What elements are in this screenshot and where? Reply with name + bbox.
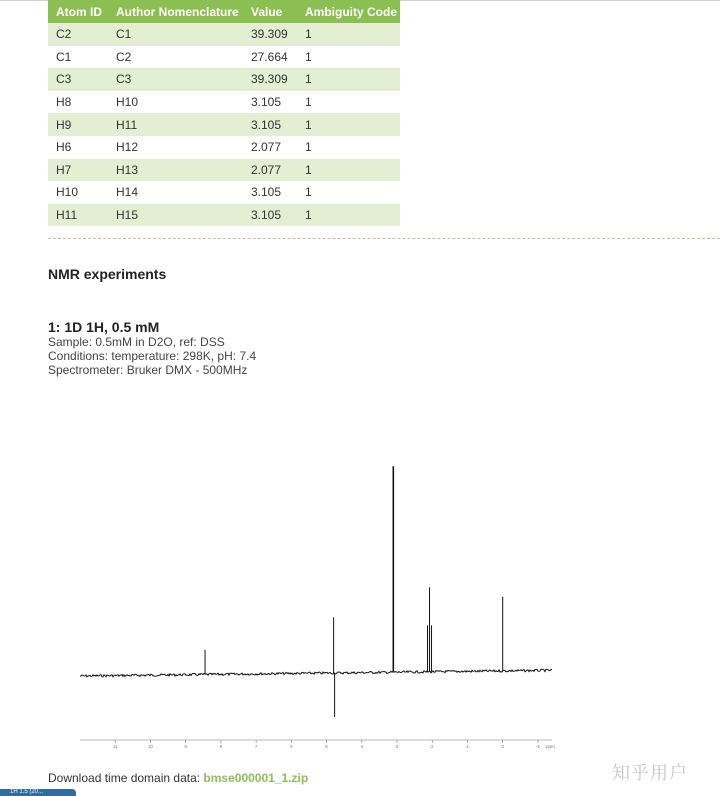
axis-tick-label: 3 [395, 744, 399, 749]
header-atom-id[interactable]: Atom ID [48, 0, 108, 23]
header-value[interactable]: Value [243, 0, 297, 23]
table-row [48, 159, 400, 182]
cell-value: 27.664 [243, 46, 297, 69]
cell-ambiguity: 1 [297, 23, 400, 46]
cell-value: 2.077 [243, 159, 297, 182]
cell-atom-id: H6 [48, 136, 108, 159]
cell-ambiguity: 1 [297, 46, 400, 69]
download-label: Download time domain data: [48, 771, 204, 785]
baseline-trace [80, 669, 552, 677]
axis-tick-label: 6 [290, 744, 293, 749]
axis-tick-label: 8 [219, 744, 223, 749]
table-header-row [48, 0, 400, 23]
cell-value: 3.105 [243, 91, 297, 114]
header-ambiguity-code[interactable]: Ambiguity Code [297, 0, 400, 23]
experiment-title: 1: 1D 1H, 0.5 mM [48, 319, 160, 335]
cell-atom-id: C2 [48, 23, 108, 46]
cell-atom-id: H7 [48, 159, 108, 182]
cell-value: 3.105 [243, 204, 297, 227]
sample-info: Sample: 0.5mM in D2O, ref: DSS [48, 335, 225, 349]
conditions-info: Conditions: temperature: 298K, pH: 7.4 [48, 349, 257, 363]
cell-ambiguity: 1 [297, 68, 400, 91]
table-row [48, 136, 400, 159]
spectrometer-info: Spectrometer: Bruker DMX - 500MHz [48, 363, 248, 377]
axis-tick-label: 10 [147, 744, 153, 749]
table-row [48, 68, 400, 91]
header-author-nomenclature[interactable]: Author Nomenclature [108, 0, 243, 23]
cell-value: 3.105 [243, 181, 297, 204]
cell-ambiguity: 1 [297, 204, 400, 227]
cell-author: H14 [108, 181, 243, 204]
table-row [48, 23, 400, 46]
table-row [48, 91, 400, 114]
cell-ambiguity: 1 [297, 181, 400, 204]
cell-value: 2.077 [243, 136, 297, 159]
bottom-tab[interactable]: 1H 1.5 (20... [0, 789, 76, 796]
axis-tick-label: 9 [184, 744, 187, 749]
cell-ambiguity: 1 [297, 91, 400, 114]
chemical-shift-table [48, 0, 400, 226]
spectrum-ppm-axis [80, 740, 555, 749]
cell-atom-id: H10 [48, 181, 108, 204]
cell-value: 39.309 [243, 23, 297, 46]
cell-ambiguity: 1 [297, 159, 400, 182]
cell-author: C3 [108, 68, 243, 91]
cell-author: C2 [108, 46, 243, 69]
axis-tick-label: 1 [466, 744, 469, 749]
table-row [48, 181, 400, 204]
table-row [48, 113, 400, 136]
axis-tick-label: 4 [360, 744, 364, 749]
cell-ambiguity: 1 [297, 136, 400, 159]
cell-atom-id: H9 [48, 113, 108, 136]
axis-tick-label: 5 [325, 744, 328, 749]
axis-tick-label: 0 [501, 744, 504, 749]
cell-atom-id: H8 [48, 91, 108, 114]
cell-author: H13 [108, 159, 243, 182]
table-row [48, 46, 400, 69]
section-divider [48, 238, 720, 239]
cell-author: H10 [108, 91, 243, 114]
axis-tick-label: 7 [254, 744, 258, 749]
cell-author: C1 [108, 23, 243, 46]
section-title: NMR experiments [48, 266, 167, 282]
cell-value: 3.105 [243, 113, 297, 136]
cell-author: H11 [108, 113, 243, 136]
cell-atom-id: C1 [48, 46, 108, 69]
cell-atom-id: H11 [48, 204, 108, 227]
cell-value: 39.309 [243, 68, 297, 91]
watermark: 知乎用户 [612, 763, 688, 784]
download-zip-link[interactable]: bmse000001_1.zip [203, 771, 309, 785]
table-row [48, 204, 400, 227]
axis-tick-label: 11 [112, 744, 118, 749]
spectrum-baseline [80, 669, 552, 677]
download-line [48, 771, 308, 785]
axis-tick-label: -1 [535, 744, 540, 749]
axis-unit-label: ppm [546, 744, 555, 749]
spectrum-peaks [205, 466, 503, 717]
cell-author: H12 [108, 136, 243, 159]
cell-author: H15 [108, 204, 243, 227]
axis-tick-label: 2 [430, 744, 434, 749]
nmr-spectrum-image[interactable] [74, 462, 560, 752]
cell-atom-id: C3 [48, 68, 108, 91]
cell-ambiguity: 1 [297, 113, 400, 136]
